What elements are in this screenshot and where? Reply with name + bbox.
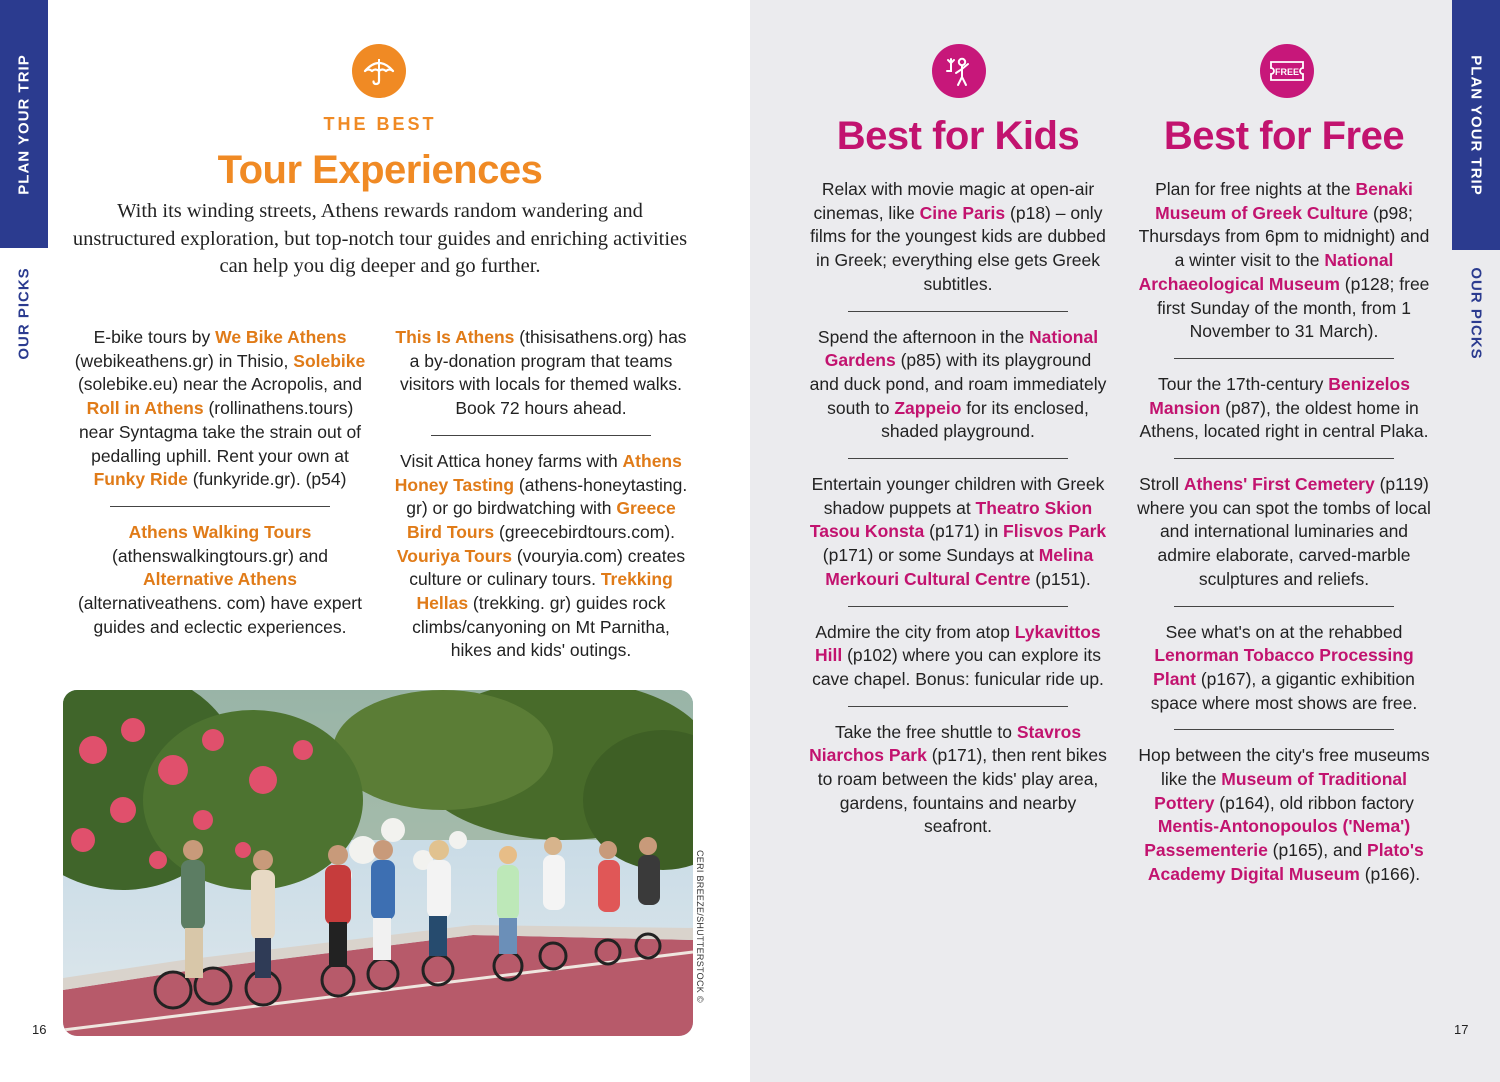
- tab-our-picks[interactable]: OUR PICKS: [15, 266, 33, 360]
- link-lykavittos-hill[interactable]: Lykavittos Hill: [815, 621, 1101, 666]
- divider: [848, 311, 1068, 312]
- link-lenorman-tobacco[interactable]: Lenorman Tobacco Processing Plant: [1153, 645, 1414, 689]
- link-flisvos-park[interactable]: Flisvos Park: [1003, 521, 1107, 542]
- tab-plan-your-trip[interactable]: PLAN YOUR TRIP: [1452, 0, 1500, 250]
- link-roll-in-athens[interactable]: Roll in Athens: [86, 398, 204, 419]
- tab-plan-your-trip[interactable]: PLAN YOUR TRIP: [0, 0, 48, 248]
- link-national-gardens[interactable]: National Gardens: [824, 326, 1099, 371]
- free-entry-lenorman: See what's on at the rehabbed Lenorman Tobacco Processing Plant (p167), a gigantic exhibition space where most shows are free.: [1150, 621, 1418, 713]
- kids-entry-stavros: Take the free shuttle to Stavros Niarchos Park (p171), then rent bikes to roam between the kids' play area, gardens, fountains and nearby seafront.: [809, 721, 1107, 837]
- tour-entry-this-is-athens: This Is Athens (thisisathens.org) has a by-donation program that teams visitors with locals for themed walks. Book 72 hours ahead.: [395, 327, 687, 419]
- divider: [1174, 458, 1394, 459]
- svg-text:FREE: FREE: [1274, 67, 1300, 77]
- kids-entry-puppets: Entertain younger children with Greek shadow puppets at Theatro Skion Tasou Konsta (p171) in Flisvos Park (p171) or some Sundays at Melina Merkouri Cultural Centre (p151).: [809, 474, 1107, 589]
- link-zappeio[interactable]: Zappeio: [894, 397, 962, 418]
- link-we-bike-athens[interactable]: We Bike Athens: [215, 327, 347, 347]
- divider: [1174, 358, 1394, 359]
- page-number-right: 17: [1454, 1022, 1469, 1037]
- cyclists-photo: [63, 690, 693, 1036]
- link-trekking-hellas[interactable]: Trekking Hellas: [416, 569, 673, 614]
- free-entry-benaki: Plan for free nights at the Benaki Museum of Greek Culture (p98; Thursdays from 6pm to midnight) and a winter visit to the National Archaeological Museum (p128; free first Sunday of the month, from 1 November to 31 March).: [1138, 179, 1430, 342]
- link-greece-bird-tours[interactable]: Greece Bird Tours: [406, 498, 676, 542]
- page-number-left: 16: [32, 1022, 47, 1037]
- tour-column-1: [70, 326, 370, 639]
- link-melina-merkouri[interactable]: Melina Merkouri Cultural Centre: [825, 545, 1094, 589]
- link-this-is-athens[interactable]: This Is Athens: [395, 327, 515, 347]
- link-cine-paris[interactable]: Cine Paris: [919, 202, 1006, 223]
- free-entry-benizelos: Tour the 17th-century Benizelos Mansion (p87), the oldest home in Athens, located right in central Plaka.: [1139, 373, 1429, 442]
- link-nema-passementerie[interactable]: Mentis-Antonopoulos ('Nema') Passementerie: [1144, 816, 1411, 861]
- link-museum-traditional-pottery[interactable]: Museum of Traditional Pottery: [1154, 769, 1408, 813]
- link-benizelos-mansion[interactable]: Benizelos Mansion: [1149, 373, 1410, 418]
- kids-entry-cinema: Relax with movie magic at open-air cinemas, like Cine Paris (p18) – only films for the youngest kids are dubbed in Greek; everything else gets Greek subtitles.: [810, 179, 1106, 294]
- kids-entry-lykavittos: Admire the city from atop Lykavittos Hill (p102) where you can explore its cave chapel. Bonus: funicular ride up.: [812, 621, 1104, 689]
- link-national-archaeological-museum[interactable]: National Archaeological Museum: [1138, 250, 1394, 294]
- tour-entry-ebike: E-bike tours by We Bike Athens (webikeathens.gr) in Thisio, Solebike (solebike.eu) near the Acropolis, and Roll in Athens (rollinathens.tours) near Syntagma take the strain out of pedalling uphill. Rent your own at Funky Ride (funkyride.gr). (p54): [74, 327, 366, 490]
- heading-best-for-kids: Best for Kids: [836, 114, 1080, 158]
- divider: [1174, 729, 1394, 730]
- link-athens-honey-tasting[interactable]: Athens Honey Tasting: [394, 450, 682, 495]
- link-theatro-skion[interactable]: Theatro Skion Tasou Konsta: [809, 497, 1093, 542]
- tour-entry-attica: Visit Attica honey farms with Athens Honey Tasting (athens-honeytasting. gr) or go birdwatching with Greece Bird Tours (greecebirdtours.com). Vouriya Tours (vouryia.com) creates culture or culinary tours. Trekking Hellas (trekking. gr) guides rock climbs/canyoning on Mt Parnitha, hikes and kids' outings.: [394, 450, 688, 661]
- link-stavros-niarchos[interactable]: Stavros Niarchos Park: [809, 721, 1082, 766]
- free-column: [1132, 178, 1436, 887]
- free-ticket-icon: [1260, 44, 1314, 98]
- free-entry-museums: Hop between the city's free museums like the Museum of Traditional Pottery (p164), old ribbon factory Mentis-Antonopoulos ('Nema') Passementerie (p165), and Plato's Academy Digital Museum (p166).: [1138, 745, 1430, 884]
- link-first-cemetery[interactable]: Athens' First Cemetery: [1183, 474, 1375, 495]
- link-funky-ride[interactable]: Funky Ride: [93, 469, 188, 490]
- tab-our-picks[interactable]: OUR PICKS: [1467, 266, 1485, 360]
- link-alternative-athens[interactable]: Alternative Athens: [143, 569, 297, 590]
- divider: [110, 506, 330, 507]
- section-eyebrow: THE BEST: [323, 114, 437, 134]
- page-title: Tour Experiences: [217, 148, 543, 192]
- divider: [848, 706, 1068, 707]
- divider: [1174, 606, 1394, 607]
- link-solebike[interactable]: Solebike: [293, 350, 366, 371]
- heading-best-for-free: Best for Free: [1163, 114, 1405, 158]
- free-entry-cemetery: Stroll Athens' First Cemetery (p119) where you can spot the tombs of local and international luminaries and admire elaborate, carved-marble sculptures and reliefs.: [1137, 474, 1431, 589]
- intro-paragraph: With its winding streets, Athens rewards random wandering and unstructured exploration, but top-notch tour guides and enriching activities can help you dig deeper and go further.: [72, 200, 688, 277]
- link-benaki-museum[interactable]: Benaki Museum of Greek Culture: [1155, 179, 1413, 223]
- divider: [848, 458, 1068, 459]
- link-athens-walking-tours[interactable]: Athens Walking Tours: [128, 521, 312, 542]
- tour-column-2: [390, 326, 692, 663]
- link-plato-academy[interactable]: Plato's Academy Digital Museum: [1147, 840, 1424, 884]
- kid-waving-icon: [932, 44, 986, 98]
- link-vouriya-tours[interactable]: Vouriya Tours: [396, 545, 512, 566]
- kids-column: [808, 178, 1108, 839]
- umbrella-icon: [352, 44, 406, 98]
- divider: [848, 606, 1068, 607]
- photo-credit: CERI BREEZE/SHUTTERSTOCK ©: [695, 850, 705, 1003]
- tour-entry-walking: Athens Walking Tours (athenswalkingtours.gr) and Alternative Athens (alternativeathens. com) have expert guides and eclectic experiences.: [77, 521, 363, 637]
- kids-entry-gardens: Spend the afternoon in the National Gardens (p85) with its playground and duck pond, and roam immediately south to Zappeio for its enclosed, shaded playground.: [809, 326, 1107, 442]
- divider: [431, 435, 651, 436]
